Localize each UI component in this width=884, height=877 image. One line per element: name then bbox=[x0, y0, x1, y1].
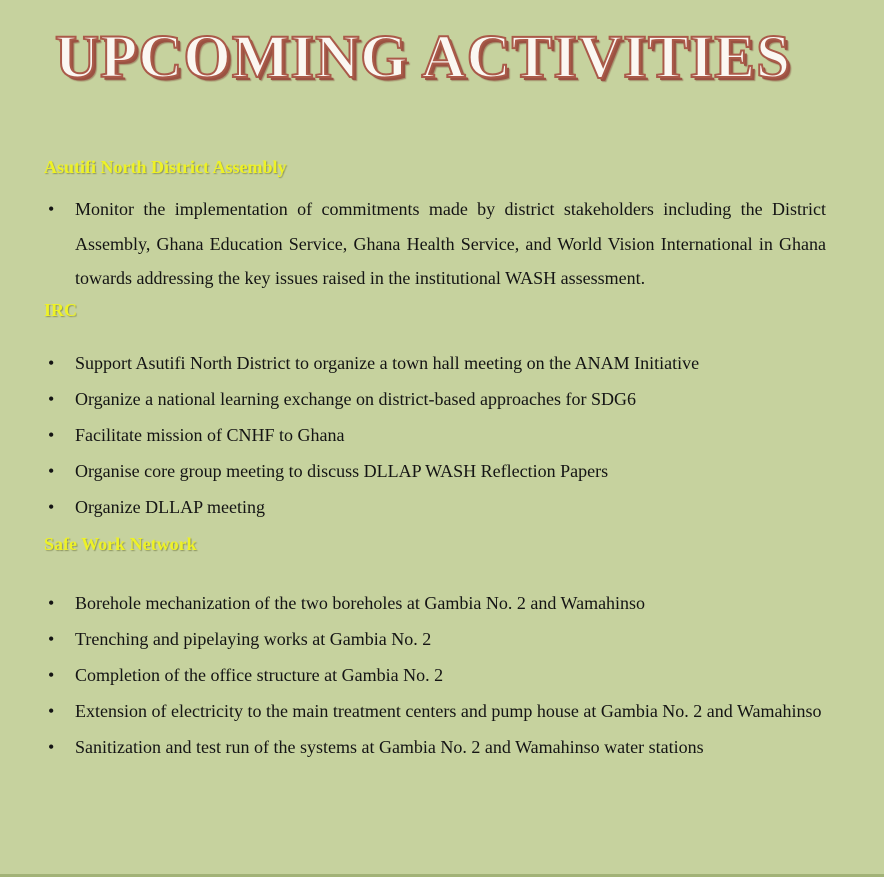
section-heading-asutifi-north-district-assembly: Asutifi North District Assembly bbox=[44, 157, 287, 177]
bullet-list-asutifi bbox=[0, 192, 884, 296]
page-title: UPCOMING ACTIVITIES bbox=[55, 24, 791, 91]
bullet-item: • Organize a national learning exchange on district-based approaches for SDG6 bbox=[48, 381, 826, 417]
bullet-item: • Sanitization and test run of the systems at Gambia No. 2 and Wamahinso water stations bbox=[48, 729, 826, 765]
bullet-item: • Monitor the implementation of commitments made by district stakeholders including the District Assembly, Ghana Education Service, Ghana Health Service, and World Vision International in Ghana towards addressing the key issues raised in the institutional WASH assessment. bbox=[48, 192, 826, 296]
section-heading-safe-work-network: Safe Work Network bbox=[44, 533, 197, 554]
bullet-list-irc bbox=[0, 345, 884, 525]
bullet-item: • Organize DLLAP meeting bbox=[48, 489, 826, 525]
bullet-item: • Organise core group meeting to discuss DLLAP WASH Reflection Papers bbox=[48, 453, 826, 489]
section-heading-irc: IRC bbox=[44, 299, 78, 320]
bullet-item: • Completion of the office structure at Gambia No. 2 bbox=[48, 657, 826, 693]
bullet-item: • Facilitate mission of CNHF to Ghana bbox=[48, 417, 826, 453]
bullet-item: • Support Asutifi North District to organize a town hall meeting on the ANAM Initiative bbox=[48, 345, 826, 381]
bullet-item: • Trenching and pipelaying works at Gambia No. 2 bbox=[48, 621, 826, 657]
bullet-item: • Extension of electricity to the main treatment centers and pump house at Gambia No. 2 and Wamahinso bbox=[48, 693, 826, 729]
bullet-item: • Borehole mechanization of the two boreholes at Gambia No. 2 and Wamahinso bbox=[48, 585, 826, 621]
bullet-list-safe-work-network bbox=[0, 585, 884, 765]
